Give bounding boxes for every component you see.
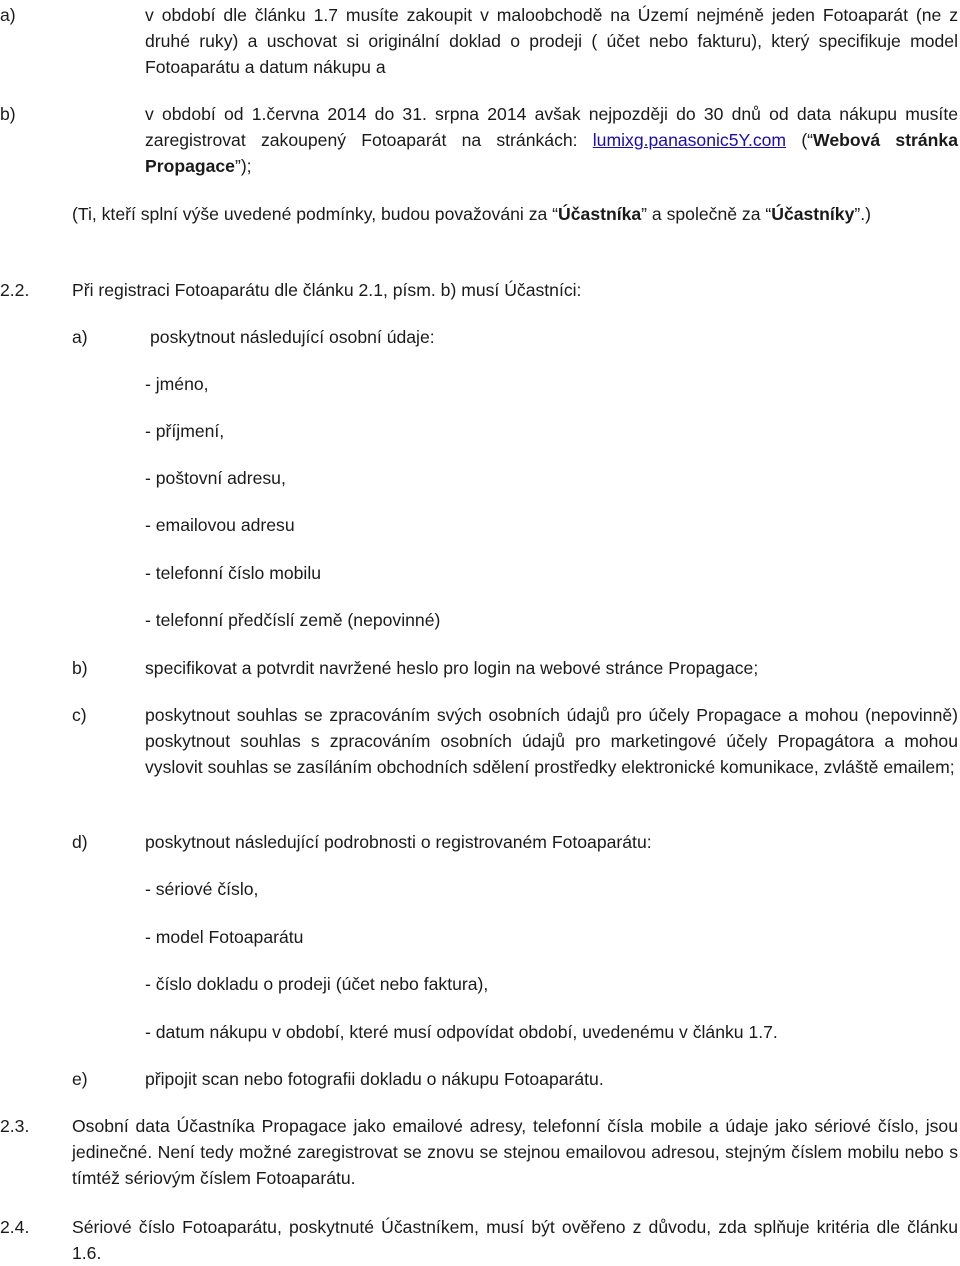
section-number: 2.4. <box>0 1217 30 1237</box>
note-text <box>72 201 958 227</box>
defined-term: Účastníky <box>771 204 855 224</box>
section-text: Osobní data Účastníka Propagace jako emailové adresy, telefonní čísla mobile a údaje jako sériové číslo, jsou jedinečné. Není tedy možné zaregistrovat se znovu se stejnou emailovou adresou, stejným číslem mobilu nebo s tímtéž sériovým číslem Fotoaparátu. <box>72 1116 958 1188</box>
personal-data-item: - jméno, <box>145 374 209 394</box>
camera-detail-item: - model Fotoaparátu <box>145 927 304 947</box>
section-number: 2.3. <box>0 1116 30 1136</box>
text-segment: (“ <box>786 130 814 150</box>
section-text: Sériové číslo Fotoaparátu, poskytnuté Účastníkem, musí být ověřeno z důvodu, zda splňuje kritéria dle článku 1.6. <box>72 1217 958 1263</box>
personal-data-item: - telefonní číslo mobilu <box>145 563 322 583</box>
personal-data-item: - poštovní adresu, <box>145 468 286 488</box>
camera-detail-item: - datum nákupu v období, které musí odpovídat období, uvedenému v článku 1.7. <box>145 1022 778 1042</box>
promotion-website-link[interactable]: lumixg.panasonic5Y.com <box>592 130 787 150</box>
personal-data-item: - příjmení, <box>145 421 225 441</box>
text-segment: v období od 1.června 2014 do 31. srpna 2014 avšak nejpozději do 30 dnů od data nákupu musíte zaregistrovat zakoupený Fotoaparát na stránkách: <box>145 104 958 150</box>
personal-data-item: - emailovou adresu <box>145 515 295 535</box>
list-text <box>145 101 958 179</box>
text-segment: ”.) <box>854 204 871 224</box>
list-text: poskytnout souhlas se zpracováním svých osobních údajů pro účely Propagace a mohou (nepovinně) poskytnout souhlas s zpracováním osobních údajů pro marketingové účely Propagátora a mohou vyslovit souhlas se zasíláním obchodních sdělení prostředky elektronické komunikace, zvláště emailem; <box>145 705 958 777</box>
text-segment: ” a společně za “ <box>641 204 772 224</box>
defined-term: Webová stránka Propagace <box>145 130 958 176</box>
camera-detail-item: - číslo dokladu o prodeji (účet nebo faktura), <box>145 974 489 994</box>
text-segment: ”); <box>234 156 252 176</box>
section-number: 2.2. <box>0 280 30 300</box>
list-text: specifikovat a potvrdit navržené heslo pro login na webové stránce Propagace; <box>145 658 759 678</box>
list-label: a) <box>0 5 16 25</box>
list-text: poskytnout následující podrobnosti o registrovaném Fotoaparátu: <box>145 832 652 852</box>
list-text: poskytnout následující osobní údaje: <box>150 327 435 347</box>
list-label: d) <box>72 832 88 852</box>
list-label: b) <box>72 658 88 678</box>
personal-data-item: - telefonní předčíslí země (nepovinné) <box>145 610 441 630</box>
list-label: b) <box>0 104 16 124</box>
camera-detail-item: - sériové číslo, <box>145 879 259 899</box>
defined-term: Účastníka <box>558 204 642 224</box>
list-label: c) <box>72 705 87 725</box>
list-text: připojit scan nebo fotografii dokladu o nákupu Fotoaparátu. <box>145 1069 604 1089</box>
section-heading: Při registraci Fotoaparátu dle článku 2.1, písm. b) musí Účastníci: <box>72 280 582 300</box>
text-segment: (Ti, kteří splní výše uvedené podmínky, budou považováni za “ <box>72 204 559 224</box>
list-label: a) <box>72 327 88 347</box>
list-text: v období dle článku 1.7 musíte zakoupit v maloobchodě na Území nejméně jeden Fotoaparát (ne z druhé ruky) a uschovat si originální doklad o prodeji ( účet nebo fakturu), který specifikuje model Fotoaparátu a datum nákupu a <box>145 5 958 77</box>
list-label: e) <box>72 1069 88 1089</box>
